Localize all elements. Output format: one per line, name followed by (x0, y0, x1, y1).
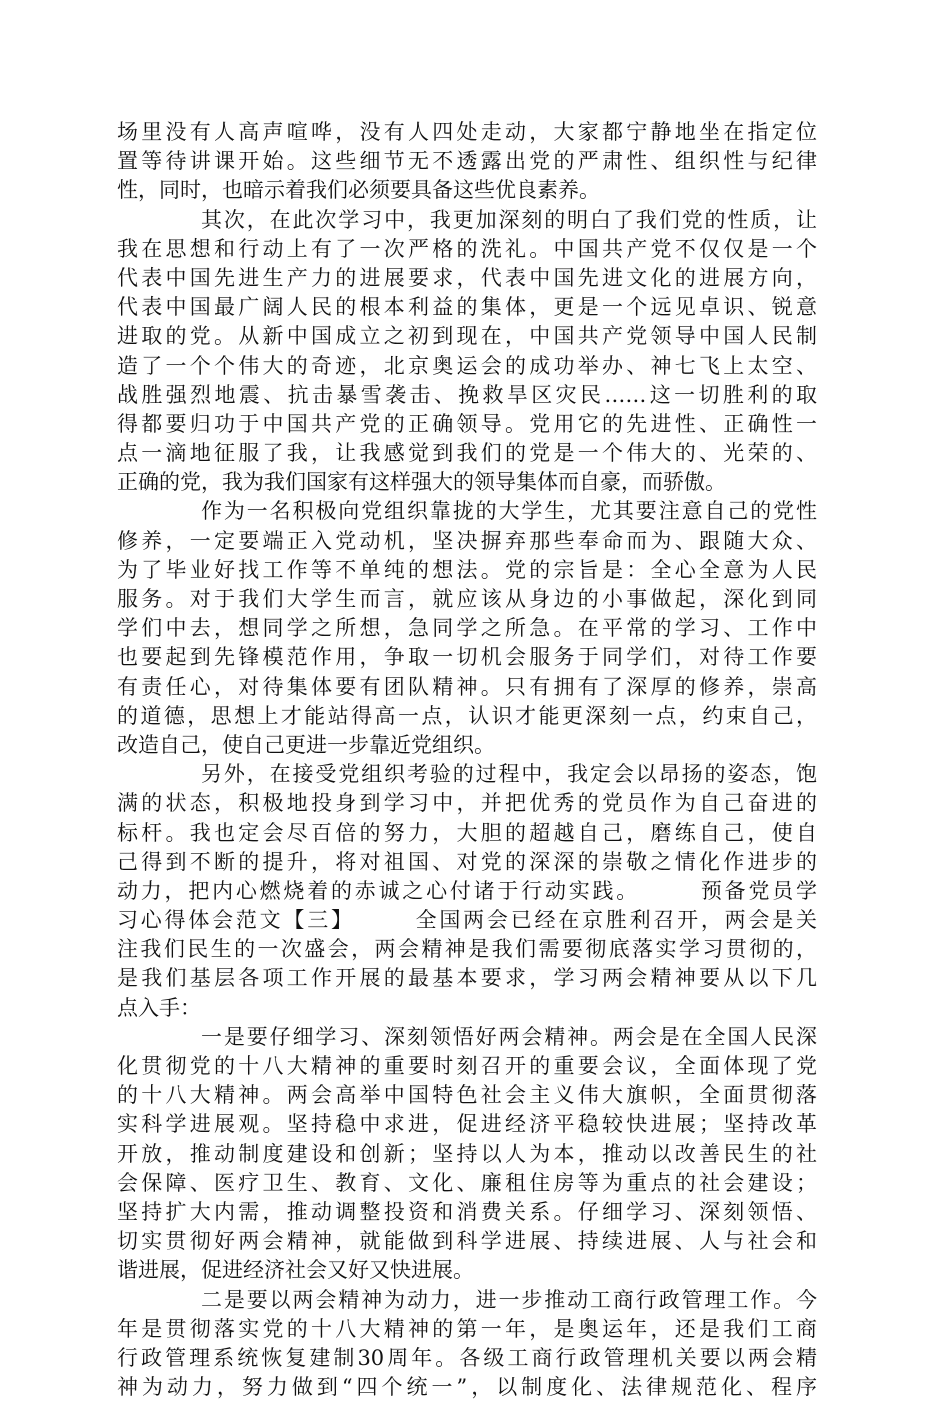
text-line: 为了毕业好找工作等不单纯的想法。党的宗旨是：全心全意为人民 (117, 557, 817, 582)
text-line: 代表中国先进生产力的进展要求，代表中国先进文化的进展方向， (117, 265, 817, 290)
text-line: 也要起到先锋模范作用，争取一切机会服务于同学们，对待工作要 (117, 645, 817, 670)
text-line: 开放，推动制度建设和创新；坚持以人为本，推动以改善民生的社 (117, 1141, 817, 1166)
text-line: 学们中去，想同学之所想，急同学之所急。在平常的学习、工作中 (117, 616, 817, 641)
text-line: 我在思想和行动上有了一次严格的洗礼。中国共产党不仅仅是一个 (117, 236, 817, 261)
text-line: 己得到不断的提升，将对祖国、对党的深深的崇敬之情化作进步的 (117, 849, 817, 874)
text-line: 坚持扩大内需，推动调整投资和消费关系。仔细学习、深刻领悟、 (117, 1199, 817, 1224)
text-line: 一是要仔细学习、深刻领悟好两会精神。两会是在全国人民深 (201, 1024, 817, 1049)
text-line: 谐进展，促进经济社会又好又快进展。 (117, 1258, 474, 1283)
text-line: 性，同时，也暗示着我们必须要具备这些优良素养。 (117, 178, 600, 203)
document-body-text (117, 118, 817, 1402)
text-line: 化贯彻党的十八大精神的重要时刻召开的重要会议，全面体现了党 (117, 1054, 817, 1078)
text-line: 的道德，思想上才能站得高一点，认识才能更深刻一点，约束自己， (117, 703, 817, 728)
text-line: 其次，在此次学习中，我更加深刻的明白了我们党的性质，让 (201, 207, 817, 232)
text-line: 的十八大精神。两会高举中国特色社会主义伟大旗帜，全面贯彻落 (117, 1083, 817, 1108)
text-line: 行政管理系统恢复建制30周年。各级工商行政管理机关要以两会精 (117, 1345, 817, 1370)
text-line: 另外，在接受党组织考验的过程中，我定会以昂扬的姿态，饱 (201, 762, 817, 787)
text-line: 作为一名积极向党组织靠拢的大学生，尤其要注意自己的党性 (201, 499, 817, 524)
text-line: 造了一个个伟大的奇迹，北京奥运会的成功举办、神七飞上太空、 (117, 353, 817, 378)
text-line: 满的状态，积极地投身到学习中，并把优秀的党员作为自己奋进的 (117, 791, 817, 816)
text-line: 改造自己，使自己更进一步靠近党组织。 (117, 732, 495, 757)
text-line: 切实贯彻好两会精神，就能做到科学进展、持续进展、人与社会和 (117, 1229, 817, 1254)
text-line: 进取的党。从新中国成立之初到现在，中国共产党领导中国人民制 (117, 324, 817, 349)
text-line: 点一滴地征服了我，让我感觉到我们的党是一个伟大的、光荣的、 (117, 441, 817, 466)
text-line: 代表中国最广阔人民的根本利益的集体，更是一个远见卓识、锐意 (117, 295, 817, 320)
text-line: 动力，把内心燃烧着的赤诚之心付诸于行动实践。 预备党员学 (117, 878, 817, 903)
text-line: 二是要以两会精神为动力，进一步推动工商行政管理工作。今 (201, 1287, 817, 1312)
text-line: 点入手： (117, 995, 201, 1020)
text-line: 置等待讲课开始。这些细节无不透露出党的严肃性、组织性与纪律 (117, 149, 817, 174)
text-line: 正确的党，我为我们国家有这样强大的领导集体而自豪，而骄傲。 (117, 470, 726, 495)
text-line: 修养，一定要端正入党动机，坚决摒弃那些奉命而为、跟随大众、 (117, 528, 817, 553)
text-line: 年是贯彻落实党的十八大精神的第一年，是奥运年，还是我们工商 (117, 1316, 817, 1341)
text-line: 会保障、医疗卫生、教育、文化、廉租住房等为重点的社会建设； (117, 1170, 817, 1195)
text-line: 服务。对于我们大学生而言，就应该从身边的小事做起，深化到同 (117, 587, 817, 611)
text-line: 习心得体会范文【三】 全国两会已经在京胜利召开，两会是关 (117, 908, 817, 933)
text-line: 有责任心，对待集体要有团队精神。只有拥有了深厚的修养，崇高 (117, 674, 817, 699)
text-line: 战胜强烈地震、抗击暴雪袭击、挽救旱区灾民……这一切胜利的取 (117, 382, 817, 407)
text-line: 得都要归功于中国共产党的正确领导。党用它的先进性、正确性一 (117, 411, 817, 436)
text-line: 标杆。我也定会尽百倍的努力，大胆的超越自己，磨练自己，使自 (117, 820, 817, 845)
text-line: 场里没有人高声喧哗，没有人四处走动，大家都宁静地坐在指定位 (117, 120, 817, 144)
text-line: 注我们民生的一次盛会，两会精神是我们需要彻底落实学习贯彻的， (117, 937, 817, 962)
text-line: 是我们基层各项工作开展的最基本要求，学习两会精神要从以下几 (117, 966, 817, 991)
text-line: 神为动力，努力做到“四个统一”，以制度化、法律规范化、程序 (117, 1375, 817, 1400)
text-line: 实科学进展观。坚持稳中求进，促进经济平稳较快进展；坚持改革 (117, 1112, 817, 1137)
